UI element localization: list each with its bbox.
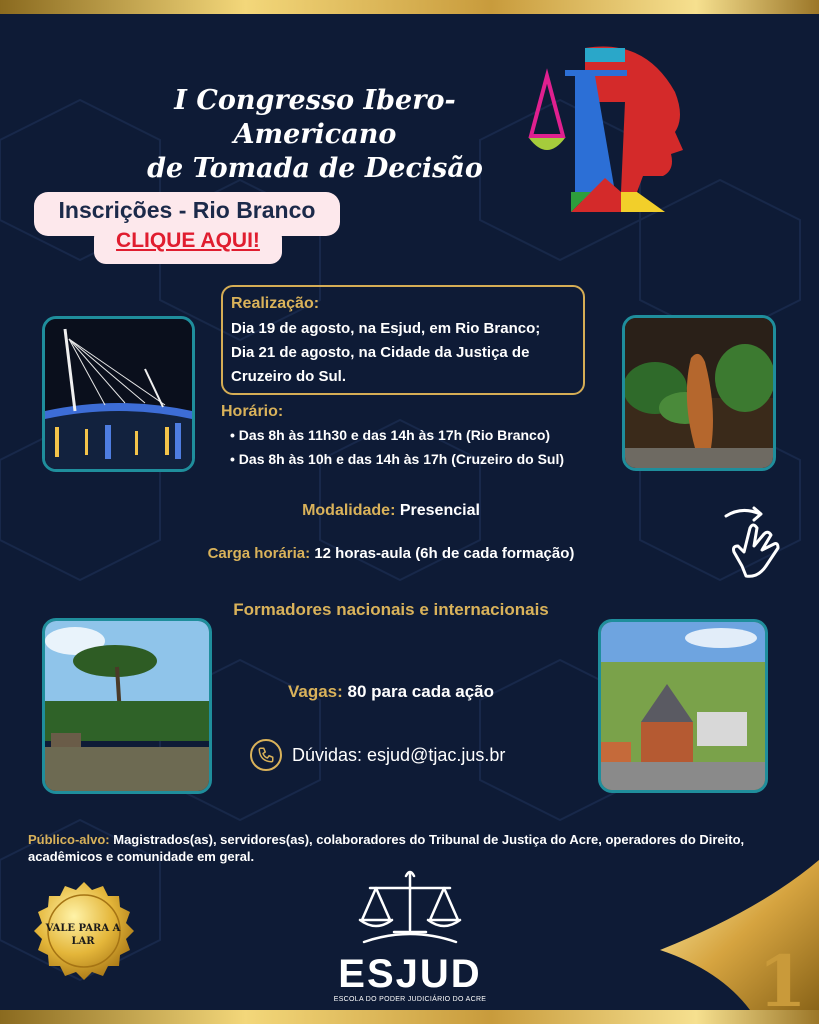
gold-border-top [0, 0, 819, 14]
horario-item: • Das 8h às 10h e das 14h às 17h (Cruzeiro do Sul) [230, 451, 565, 467]
realizacao-label: Realização: [231, 295, 320, 312]
realizacao-line: Dia 21 de agosto, na Cidade da Justiça de [231, 344, 530, 361]
photo-bridge-rio-branco [42, 316, 195, 472]
horario-item-text: Das 8h às 11h30 e das 14h às 17h (Rio Branco) [238, 427, 551, 443]
esjud-name: ESJUD [338, 952, 482, 996]
realizacao-line: Dia 19 de agosto, na Esjud, em Rio Branco; [231, 320, 541, 337]
horario-item: • Das 8h às 11h30 e das 14h às 17h (Rio Branco) [230, 427, 551, 443]
photo-cathedral-city [598, 619, 768, 793]
seal-line1: VALE PARA A [45, 923, 121, 934]
modalidade-label: Modalidade: [302, 502, 396, 519]
seal-line2: LAR [71, 936, 95, 947]
photo-monument-cruzeiro [622, 315, 776, 471]
event-title-line2: de Tomada de Decisão [147, 153, 483, 184]
justice-scale-icon [525, 42, 685, 214]
gold-border-bottom [0, 1010, 819, 1024]
phone-icon [250, 739, 282, 771]
formadores-text: Formadores nacionais e internacionais [233, 600, 549, 619]
registration-link[interactable]: CLIQUE AQUI! [116, 229, 260, 252]
modalidade-row [0, 502, 782, 520]
photo-river-tree [42, 618, 212, 794]
realizacao-line: Cruzeiro do Sul. [231, 368, 347, 385]
event-title [100, 84, 530, 186]
esjud-subtitle: ESCOLA DO PODER JUDICIÁRIO DO ACRE [333, 996, 487, 1003]
page-number: 1 [758, 940, 807, 1023]
duvidas-row [250, 738, 505, 772]
publico-text: Magistrados(as), servidores(as), colaboradores do Tribunal de Justiça do Acre, operadores do Direito, acadêmicos e comunidade em geral. [28, 832, 745, 864]
vagas-label: Vagas: [287, 682, 343, 701]
event-title-line1: I Congresso Ibero-Americano [174, 85, 456, 150]
seal-text [38, 922, 128, 948]
modalidade-value: Presencial [399, 502, 480, 519]
carga-value: 12 horas-aula (6h de cada formação) [314, 545, 575, 562]
registration-label: Inscrições - Rio Branco [58, 197, 316, 223]
esjud-scale-icon [350, 868, 470, 952]
carga-label: Carga horária: [207, 545, 311, 562]
vagas-value: 80 para cada ação [347, 682, 495, 701]
horario-item-text: Das 8h às 10h e das 14h às 17h (Cruzeiro do Sul) [238, 451, 565, 467]
vagas-row [0, 682, 782, 702]
horario-label: Horário: [221, 403, 284, 420]
carga-row [0, 545, 782, 562]
publico-label: Público-alvo: [28, 832, 110, 847]
duvidas-text[interactable]: Dúvidas: esjud@tjac.jus.br [292, 744, 506, 765]
